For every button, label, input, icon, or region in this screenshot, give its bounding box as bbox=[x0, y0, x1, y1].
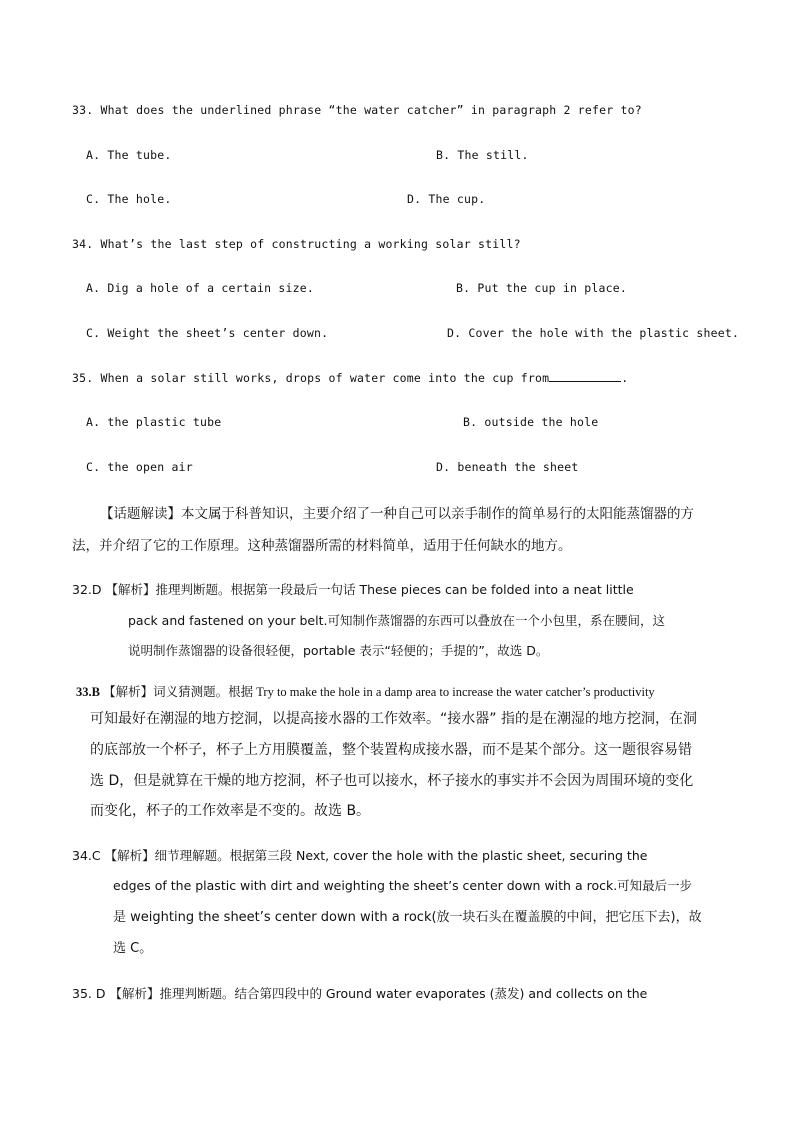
question-34-option-b: B. Put the cup in place. bbox=[456, 281, 627, 295]
topic-interpretation-line-1: 【话题解读】本文属于科普知识，主要介绍了一种自己可以亲手制作的简单易行的太阳能蒸馏器的方 bbox=[100, 506, 694, 522]
question-35-stem bbox=[72, 370, 628, 385]
question-35-option-d: D. beneath the sheet bbox=[436, 460, 579, 474]
answer-33-label: 33.B bbox=[76, 685, 100, 699]
question-33-option-b: B. The still. bbox=[436, 148, 529, 162]
question-34-option-a: A. Dig a hole of a certain size. bbox=[86, 281, 314, 295]
answer-34-line-1: 34.C 【解析】细节理解题。根据第三段 Next, cover the hole with the plastic sheet, securing the bbox=[72, 848, 648, 863]
question-35-option-c: C. the open air bbox=[86, 460, 193, 474]
question-35-stem-text: 35. When a solar still works, drops of water come into the cup from bbox=[72, 371, 550, 385]
answer-33-line-2: 可知最好在潮湿的地方挖洞，以提高接水器的工作效率。“接水器” 指的是在潮湿的地方挖洞，在洞 bbox=[90, 711, 697, 727]
answer-33-line-1 bbox=[76, 682, 655, 700]
question-34-option-d: D. Cover the hole with the plastic sheet. bbox=[447, 326, 740, 340]
answer-32-line-1: 32.D 【解析】推理判断题。根据第一段最后一句话 These pieces can be folded into a neat little bbox=[72, 582, 634, 597]
answer-blank bbox=[549, 370, 621, 382]
question-34-stem: 34. What’s the last step of constructing a working solar still? bbox=[72, 237, 521, 251]
question-33-stem: 33. What does the underlined phrase “the water catcher” in paragraph 2 refer to? bbox=[72, 103, 642, 117]
answer-32-line-2: pack and fastened on your belt.可知制作蒸馏器的东西可以叠放在一个小包里，系在腰间，这 bbox=[128, 613, 665, 628]
question-35-stem-end: . bbox=[621, 371, 629, 385]
question-33-option-d: D. The cup. bbox=[407, 192, 486, 206]
question-34-option-c: C. Weight the sheet’s center down. bbox=[86, 326, 329, 340]
answer-34-line-3: 是 weighting the sheet’s center down with a rock(放一块石头在覆盖膜的中间，把它压下去)，故 bbox=[113, 910, 702, 925]
topic-interpretation-line-2: 法，并介绍了它的工作原理。这种蒸馏器所需的材料简单，适用于任何缺水的地方。 bbox=[72, 538, 572, 554]
question-35-option-a: A. the plastic tube bbox=[86, 415, 222, 429]
question-35-option-b: B. outside the hole bbox=[463, 415, 599, 429]
question-33-option-a: A. The tube. bbox=[86, 148, 172, 162]
answer-33-line-1-text: 【解析】词义猜测题。根据 Try to make the hole in a damp area to increase the water catcher’s productivity bbox=[103, 685, 655, 699]
answer-34-line-4: 选 C。 bbox=[113, 941, 153, 956]
answer-33-line-3: 的底部放一个杯子，杯子上方用膜覆盖，整个装置构成接水器，而不是某个部分。这一题很容易错 bbox=[90, 742, 692, 758]
answer-33-line-4: 选 D，但是就算在干燥的地方挖洞，杯子也可以接水，杯子接水的事实并不会因为周围环境的变化 bbox=[90, 773, 694, 789]
question-33-option-c: C. The hole. bbox=[86, 192, 172, 206]
answer-35-line-1: 35. D 【解析】推理判断题。结合第四段中的 Ground water evaporates (蒸发) and collects on the bbox=[72, 986, 648, 1001]
answer-33-line-5: 而变化，杯子的工作效率是不变的。故选 B。 bbox=[90, 803, 371, 819]
answer-32-line-3: 说明制作蒸馏器的设备很轻便，portable 表示“轻便的；手提的”，故选 D。 bbox=[128, 643, 549, 658]
answer-34-line-2: edges of the plastic with dirt and weighting the sheet’s center down with a rock.可知最后一步 bbox=[113, 878, 693, 893]
